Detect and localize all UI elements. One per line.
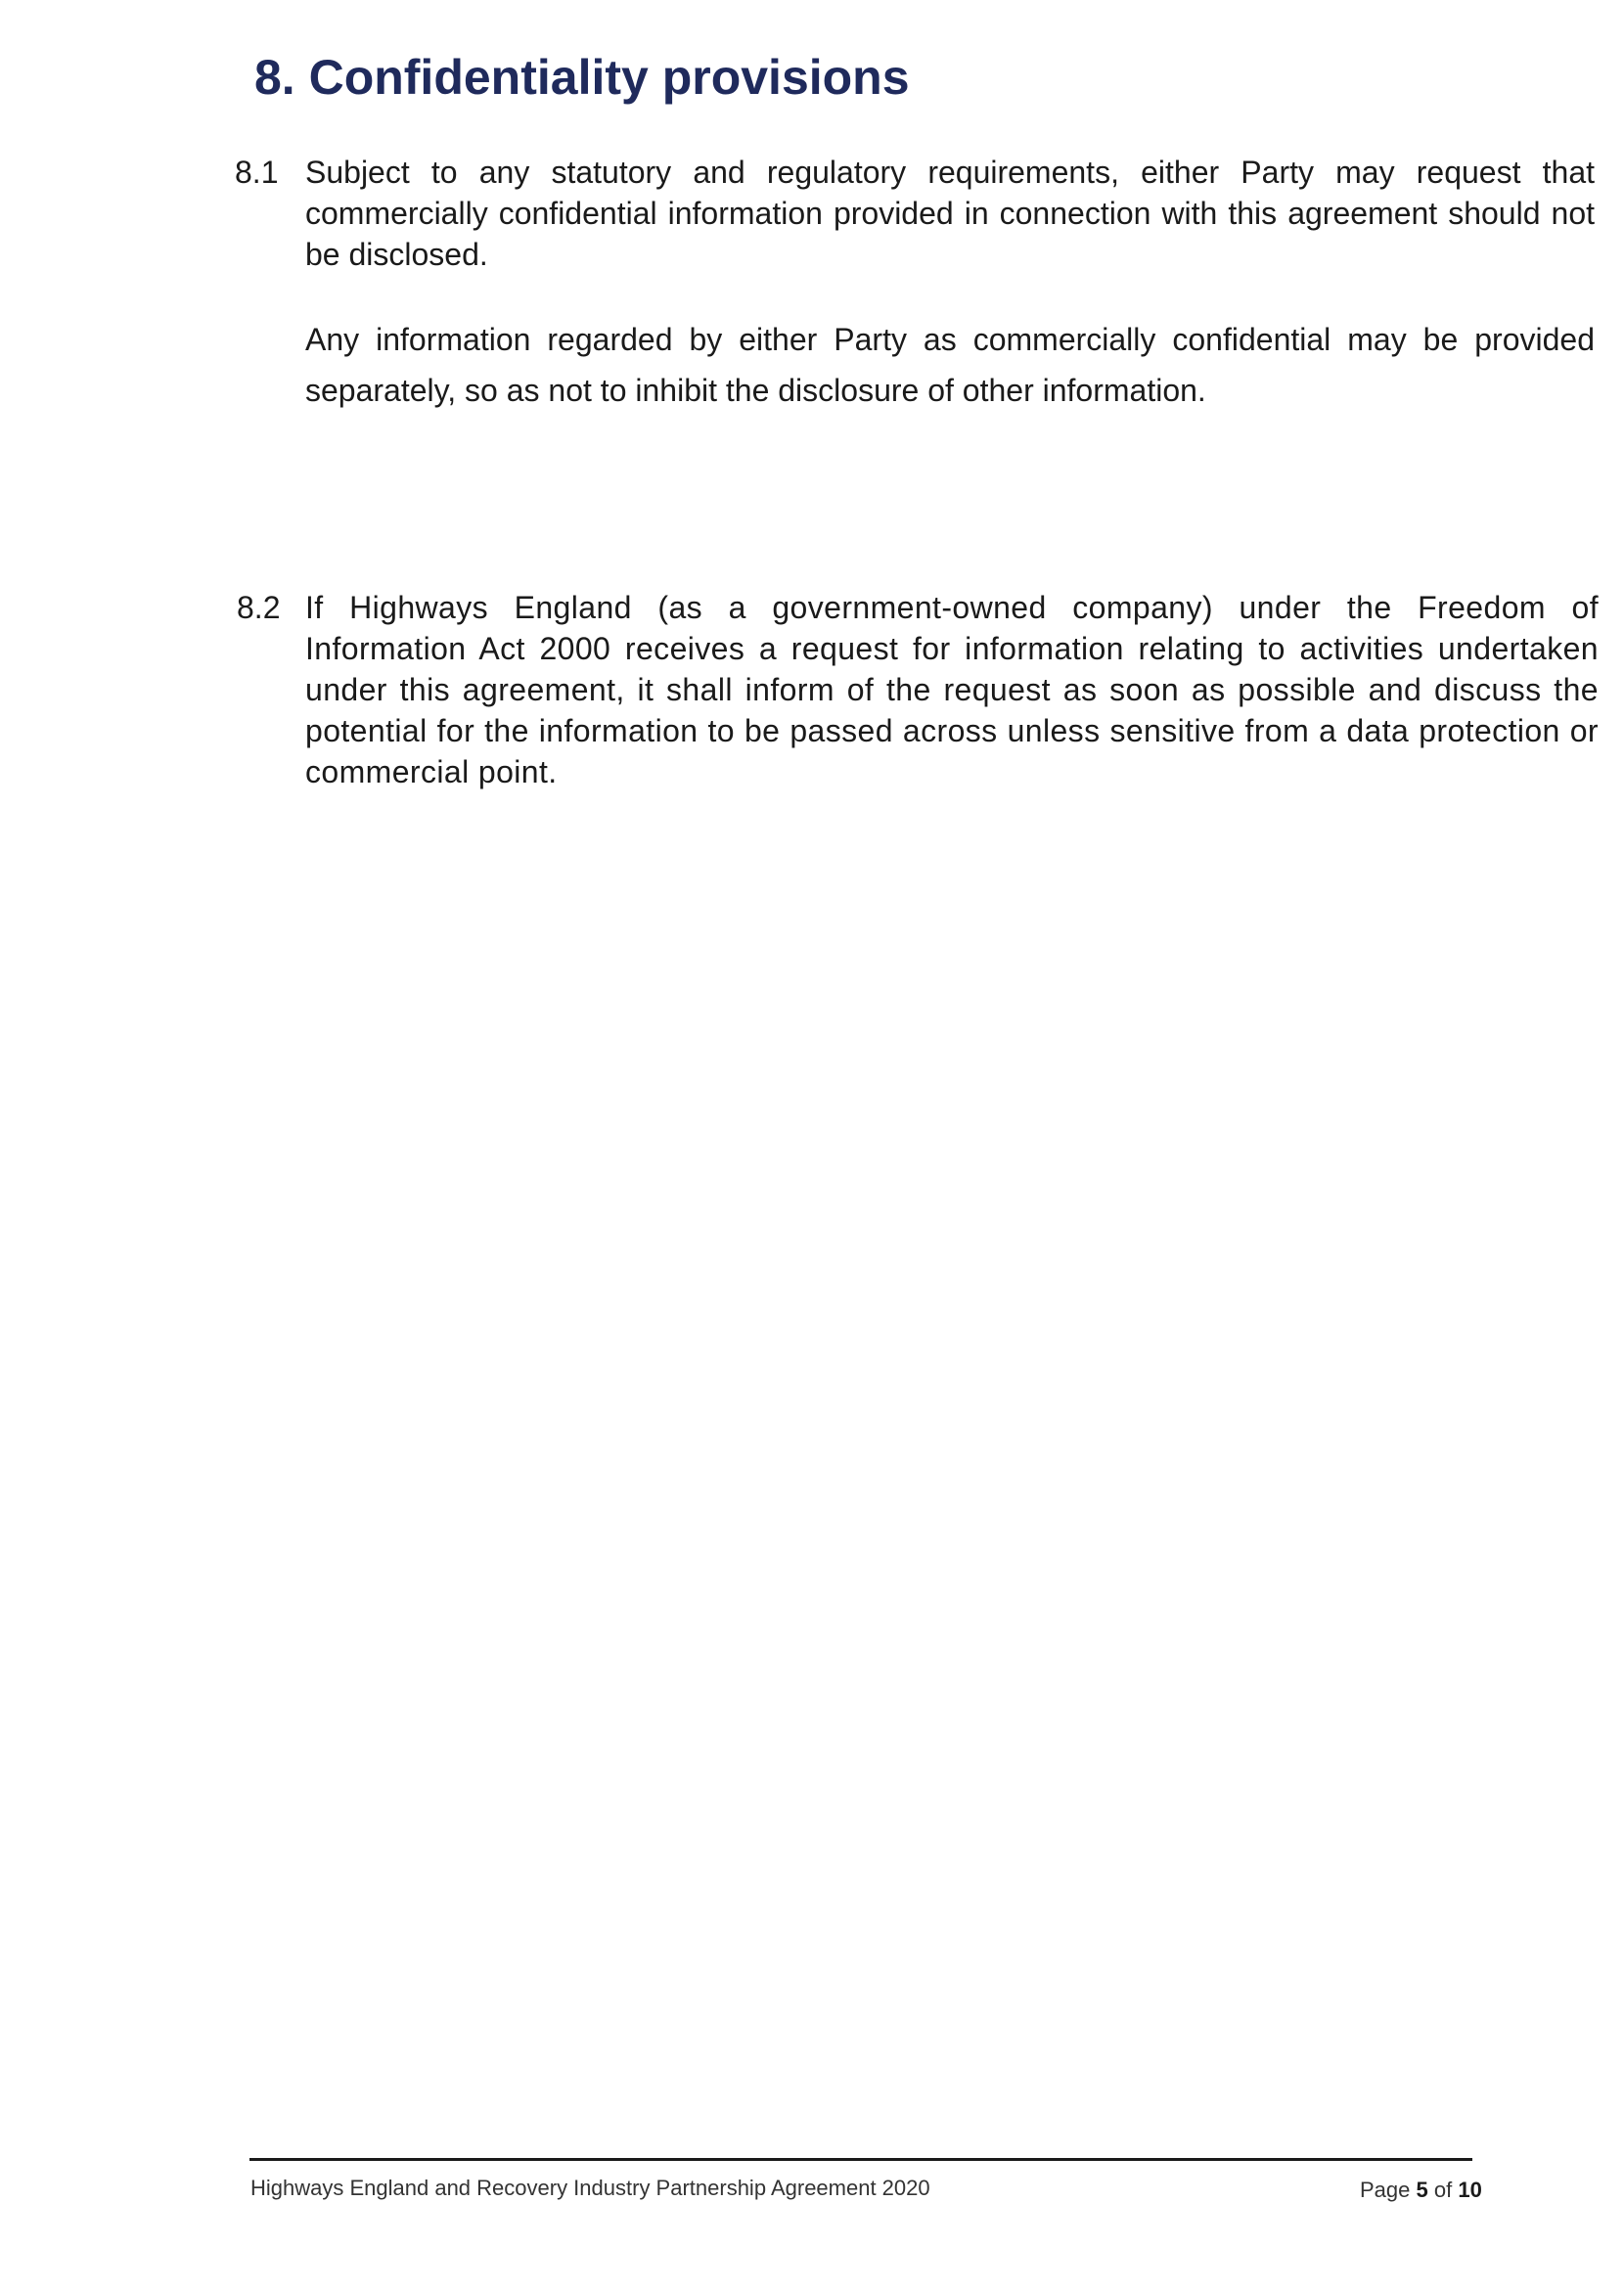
section-heading: 8. Confidentiality provisions bbox=[254, 50, 910, 105]
clause-8-2 bbox=[239, 587, 1599, 792]
footer-divider bbox=[249, 2158, 1472, 2161]
clause-paragraph: If Highways England (as a government-owned company) under the Freedom of Information Act 2000 receives a request for information relating to activities undertaken under this agreement, it shall inform of the request as soon as possible and discuss the potential for the information to be passed across unless sensitive from a data protection or commercial point. bbox=[305, 590, 1599, 789]
footer-page-number bbox=[1360, 2178, 1482, 2203]
clause-body bbox=[305, 587, 1599, 792]
page-total: 10 bbox=[1458, 2178, 1482, 2202]
page-current: 5 bbox=[1416, 2178, 1428, 2202]
clause-body bbox=[305, 152, 1595, 416]
clause-number: 8.1 bbox=[235, 155, 279, 190]
footer-document-title: Highways England and Recovery Industry Partnership Agreement 2020 bbox=[250, 2176, 930, 2200]
clause-number: 8.2 bbox=[237, 590, 281, 625]
clause-paragraph: Subject to any statutory and regulatory requirements, either Party may request that commercially confidential information provided in connection with this agreement should not be disclosed. bbox=[305, 155, 1595, 272]
clause-paragraph: Any information regarded by either Party as commercially confidential may be provided separately, so as not to inhibit the disclosure of other information. bbox=[305, 322, 1595, 408]
clause-8-1 bbox=[235, 152, 1595, 416]
page-of: of bbox=[1433, 2178, 1453, 2202]
page-label: Page bbox=[1360, 2178, 1411, 2202]
